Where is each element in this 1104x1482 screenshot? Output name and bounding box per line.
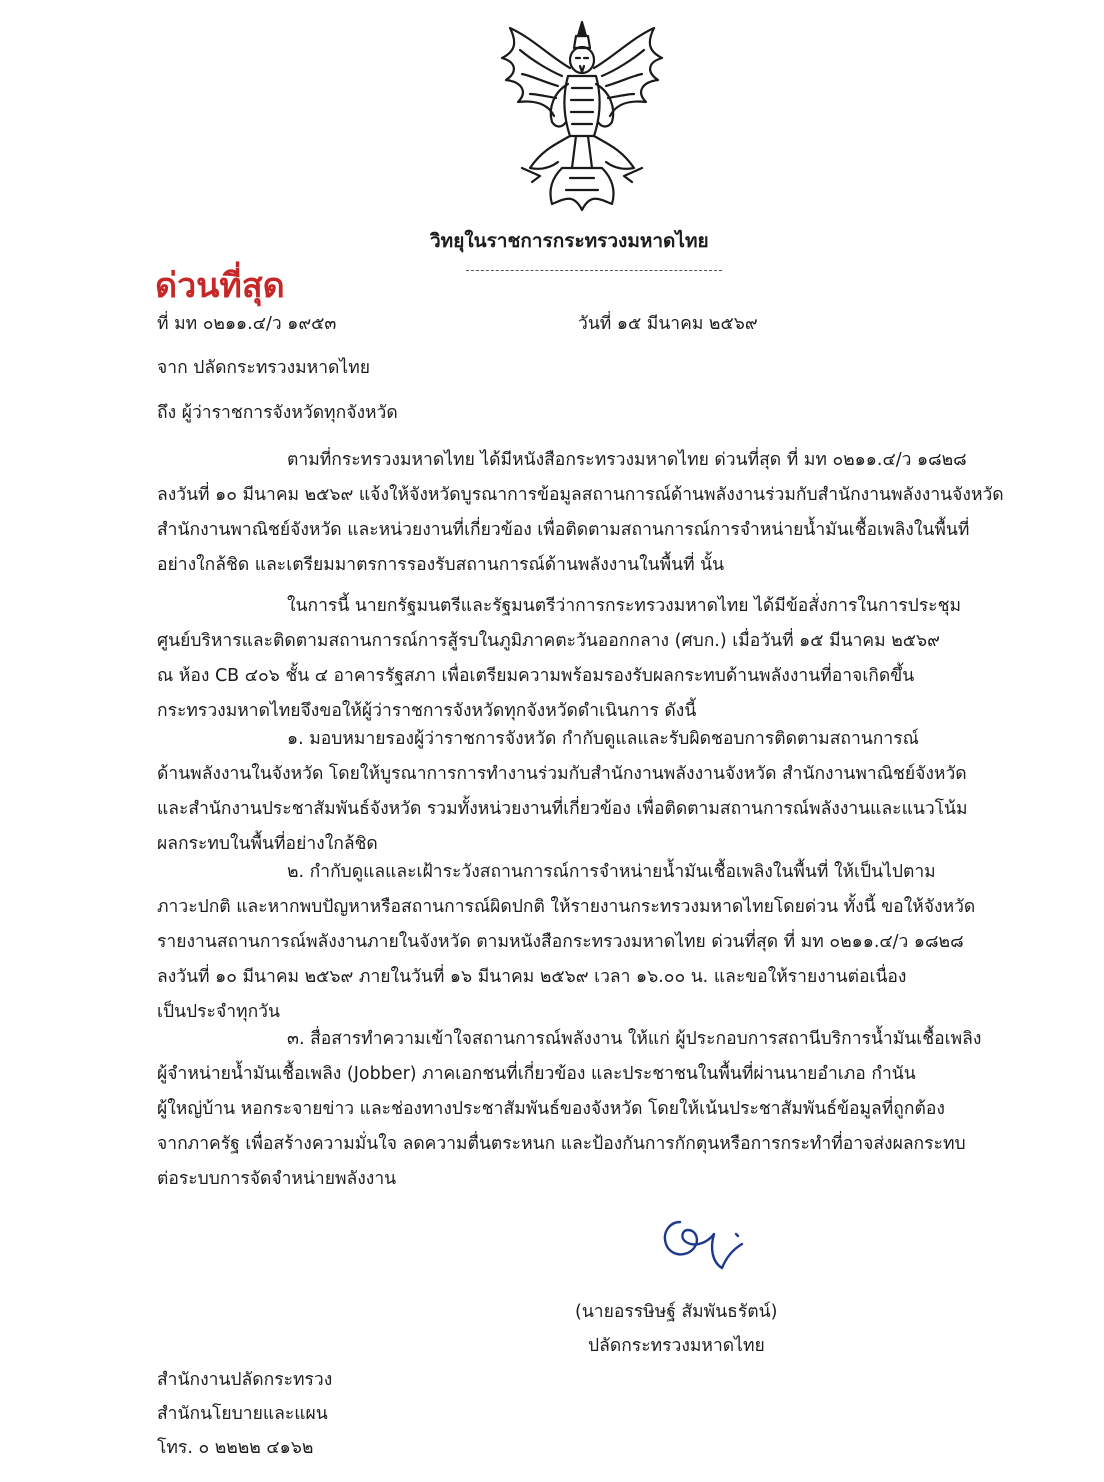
paragraph-line: จากภาครัฐ เพื่อสร้างความมั่นใจ ลดความตื่นตระหนก และป้องกันการกักตุนหรือการกระทำที่อาจส่งผลกระทบ xyxy=(157,1134,966,1154)
paragraph-line: ตามที่กระทรวงมหาดไทย ได้มีหนังสือกระทรวงมหาดไทย ด่วนที่สุด ที่ มท ๐๒๑๑.๔/ว ๑๘๒๘ xyxy=(287,450,967,470)
footer-phone: โทร. ๐ ๒๒๒๒ ๔๑๖๒ xyxy=(157,1438,314,1458)
signatory-name: (นายอรรษิษฐ์ สัมพันธรัตน์) xyxy=(575,1302,778,1322)
paragraph-line: สำนักงานพาณิชย์จังหวัด และหน่วยงานที่เกี่ยวข้อง เพื่อติดตามสถานการณ์การจำหน่ายน้ำมันเชื้อเพลิงในพื้นที่ xyxy=(157,520,970,540)
garuda-emblem-icon xyxy=(492,18,672,216)
paragraph-line: ลงวันที่ ๑๐ มีนาคม ๒๕๖๙ แจ้งให้จังหวัดบูรณาการข้อมูลสถานการณ์ด้านพลังงานร่วมกับสำนักงานพลังงานจังหวัด xyxy=(157,485,1004,505)
paragraph-line: อย่างใกล้ชิด และเตรียมมาตรการรองรับสถานการณ์ด้านพลังงานในพื้นที่ นั้น xyxy=(157,555,725,575)
paragraph-line: ผลกระทบในพื้นที่อย่างใกล้ชิด xyxy=(157,834,378,854)
paragraph-line: ภาวะปกติ และหากพบปัญหาหรือสถานการณ์ผิดปกติ ให้รายงานกระทรวงมหาดไทยโดยด่วน ทั้งนี้ ขอให้จังหวัด xyxy=(157,897,976,917)
paragraph-line: ๒. กำกับดูแลและเฝ้าระวังสถานการณ์การจำหน่ายน้ำมันเชื้อเพลิงในพื้นที่ ให้เป็นไปตาม xyxy=(287,862,936,882)
reference-number: ที่ มท ๐๒๑๑.๔/ว ๑๙๕๓ xyxy=(157,314,337,334)
paragraph-line: ณ ห้อง CB ๔๐๖ ชั้น ๔ อาคารรัฐสภา เพื่อเตรียมความพร้อมรองรับผลกระทบด้านพลังงานที่อาจเกิดขึ้น xyxy=(157,666,915,686)
body-paragraph-1 xyxy=(157,443,1002,583)
paragraph-line: ผู้จำหน่ายน้ำมันเชื้อเพลิง (Jobber) ภาคเอกชนที่เกี่ยวข้อง และประชาชนในพื้นที่ผ่านนายอำเภอ กำนัน xyxy=(157,1064,916,1084)
paragraph-line: กระทรวงมหาดไทยจึงขอให้ผู้ว่าราชการจังหวัดทุกจังหวัดดำเนินการ ดังนี้ xyxy=(157,701,697,721)
body-paragraph-5 xyxy=(157,1022,1002,1197)
body-paragraph-3 xyxy=(157,722,1002,862)
body-paragraph-2 xyxy=(157,589,1002,729)
paragraph-line: ในการนี้ นายกรัฐมนตรีและรัฐมนตรีว่าการกระทรวงมหาดไทย ได้มีข้อสั่งการในการประชุม xyxy=(287,596,961,616)
header-divider xyxy=(466,270,722,271)
urgency-label: ด่วนที่สุด xyxy=(155,266,285,306)
body-paragraph-4 xyxy=(157,855,1002,1030)
document-date: วันที่ ๑๕ มีนาคม ๒๕๖๙ xyxy=(578,314,758,334)
signatory-title: ปลัดกระทรวงมหาดไทย xyxy=(588,1336,765,1356)
footer-division: สำนักนโยบายและแผน xyxy=(157,1404,328,1424)
handwritten-signature-icon xyxy=(652,1212,752,1278)
paragraph-line: ศูนย์บริหารและติดตามสถานการณ์การสู้รบในภูมิภาคตะวันออกกลาง (ศบก.) เมื่อวันที่ ๑๕ มีนาคม ๒๕๖๙ xyxy=(157,631,940,651)
paragraph-line: ๑. มอบหมายรองผู้ว่าราชการจังหวัด กำกับดูแลและรับผิดชอบการติดตามสถานการณ์ xyxy=(287,729,919,749)
recipient-line: ถึง ผู้ว่าราชการจังหวัดทุกจังหวัด xyxy=(157,403,398,423)
paragraph-line: ผู้ใหญ่บ้าน หอกระจายข่าว และช่องทางประชาสัมพันธ์ของจังหวัด โดยให้เน้นประชาสัมพันธ์ข้อมูลที่ถูกต้อง xyxy=(157,1099,945,1119)
paragraph-line: รายงานสถานการณ์พลังงานภายในจังหวัด ตามหนังสือกระทรวงมหาดไทย ด่วนที่สุด ที่ มท ๐๒๑๑.๔/ว ๑๘๒๘ xyxy=(157,932,964,952)
paragraph-line: ด้านพลังงานในจังหวัด โดยให้บูรณาการการทำงานร่วมกับสำนักงานพลังงานจังหวัด สำนักงานพาณิชย์จังหวัด xyxy=(157,764,967,784)
paragraph-line: ลงวันที่ ๑๐ มีนาคม ๒๕๖๙ ภายในวันที่ ๑๖ มีนาคม ๒๕๖๙ เวลา ๑๖.๐๐ น. และขอให้รายงานต่อเนื่อง xyxy=(157,967,907,987)
paragraph-line: ต่อระบบการจัดจำหน่ายพลังงาน xyxy=(157,1169,397,1189)
footer-office: สำนักงานปลัดกระทรวง xyxy=(157,1370,333,1390)
paragraph-line: และสำนักงานประชาสัมพันธ์จังหวัด รวมทั้งหน่วยงานที่เกี่ยวข้อง เพื่อติดตามสถานการณ์พลังงานและแนวโน้ม xyxy=(157,799,968,819)
sender-line: จาก ปลัดกระทรวงมหาดไทย xyxy=(157,358,370,378)
paragraph-line: เป็นประจำทุกวัน xyxy=(157,1002,280,1022)
document-header-title: วิทยุในราชการกระทรวงมหาดไทย xyxy=(430,230,709,252)
paragraph-line: ๓. สื่อสารทำความเข้าใจสถานการณ์พลังงาน ให้แก่ ผู้ประกอบการสถานีบริการน้ำมันเชื้อเพลิง xyxy=(287,1029,982,1049)
